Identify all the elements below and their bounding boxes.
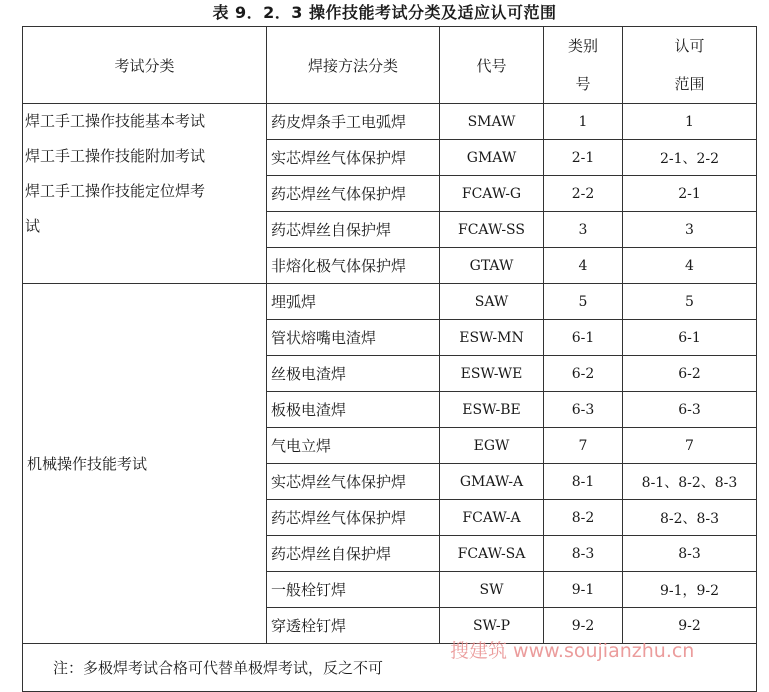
header-class-line2: 号 [575,75,591,93]
class-cell: 8-2 [544,500,623,536]
code-cell: FCAW-A [440,500,544,536]
header-class-line1: 类别 [567,37,598,55]
range-cell: 6-1 [623,320,757,356]
method-cell: 板极电渣焊 [267,392,440,428]
group2-category: 机械操作技能考试 [23,284,267,644]
range-cell: 5 [623,284,757,320]
header-code: 代号 [440,27,544,104]
class-cell: 9-1 [544,572,623,608]
code-cell: FCAW-SS [440,212,544,248]
class-cell: 6-3 [544,392,623,428]
class-cell: 6-1 [544,320,623,356]
range-cell: 4 [623,248,757,284]
method-cell: 药芯焊丝气体保护焊 [267,176,440,212]
group1-category [23,104,267,284]
class-cell: 7 [544,428,623,464]
method-cell: 丝极电渣焊 [267,356,440,392]
method-cell: 非熔化极气体保护焊 [267,248,440,284]
header-method: 焊接方法分类 [267,27,440,104]
method-cell: 管状熔嘴电渣焊 [267,320,440,356]
range-cell: 9-2 [623,608,757,644]
header-row [23,27,757,104]
code-cell: ESW-MN [440,320,544,356]
code-cell: SW [440,572,544,608]
range-cell: 6-2 [623,356,757,392]
range-cell: 2-1、2-2 [623,140,757,176]
range-cell: 8-1、8-2、8-3 [623,464,757,500]
class-cell: 1 [544,104,623,140]
code-cell: GMAW-A [440,464,544,500]
code-cell: GMAW [440,140,544,176]
table-title: 表 9．2．3 操作技能考试分类及适应认可范围 [212,3,557,22]
class-cell: 4 [544,248,623,284]
method-cell: 实芯焊丝气体保护焊 [267,464,440,500]
group1-line: 焊工手工操作技能附加考试 [25,147,206,165]
watermark: 搜建筑 www.soujianzhu.cn [450,640,695,662]
class-cell: 8-3 [544,536,623,572]
method-cell: 药芯焊丝自保护焊 [267,212,440,248]
header-range [623,27,757,104]
method-cell: 药芯焊丝气体保护焊 [267,500,440,536]
method-cell: 一般栓钉焊 [267,572,440,608]
code-cell: SW-P [440,608,544,644]
method-cell: 药皮焊条手工电弧焊 [267,104,440,140]
group1-line: 试 [25,217,41,235]
code-cell: EGW [440,428,544,464]
range-cell: 9-1，9-2 [623,572,757,608]
code-cell: FCAW-SA [440,536,544,572]
header-category: 考试分类 [23,27,267,104]
range-cell: 6-3 [623,392,757,428]
class-cell: 5 [544,284,623,320]
range-cell: 3 [623,212,757,248]
table-row [23,104,757,140]
class-cell: 2-1 [544,140,623,176]
range-cell: 2-1 [623,176,757,212]
code-cell: GTAW [440,248,544,284]
group1-line: 焊工手工操作技能基本考试 [25,112,206,130]
header-class [544,27,623,104]
table-note: 注：多极焊考试合格可代替单极焊考试，反之不可 [23,644,757,692]
method-cell: 埋弧焊 [267,284,440,320]
header-range-line2: 范围 [674,75,705,93]
range-cell: 7 [623,428,757,464]
method-cell: 实芯焊丝气体保护焊 [267,140,440,176]
table-row [23,284,757,320]
class-cell: 9-2 [544,608,623,644]
header-range-line1: 认可 [674,37,705,55]
method-cell: 药芯焊丝自保护焊 [267,536,440,572]
range-cell: 8-2、8-3 [623,500,757,536]
range-cell: 8-3 [623,536,757,572]
method-cell: 气电立焊 [267,428,440,464]
code-cell: SMAW [440,104,544,140]
class-cell: 6-2 [544,356,623,392]
range-cell: 1 [623,104,757,140]
method-cell: 穿透栓钉焊 [267,608,440,644]
code-cell: ESW-WE [440,356,544,392]
class-cell: 3 [544,212,623,248]
welding-test-table [22,26,757,692]
code-cell: FCAW-G [440,176,544,212]
class-cell: 2-2 [544,176,623,212]
group1-line: 焊工手工操作技能定位焊考 [25,182,206,200]
code-cell: SAW [440,284,544,320]
class-cell: 8-1 [544,464,623,500]
code-cell: ESW-BE [440,392,544,428]
